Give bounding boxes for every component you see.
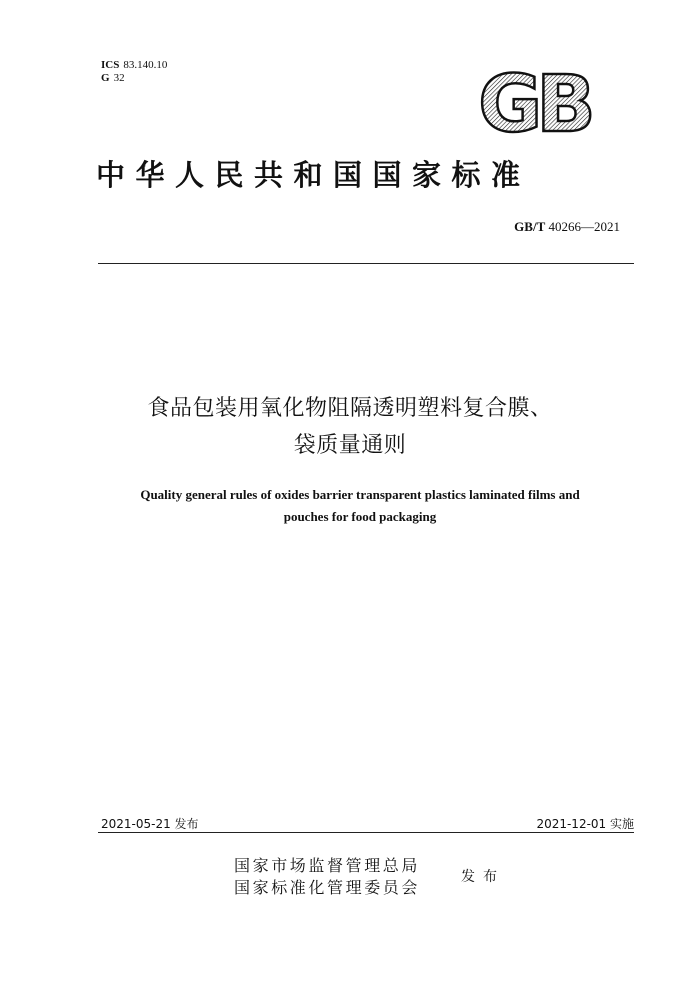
ccs-label: G <box>101 72 110 84</box>
chinese-title-line-1: 食品包装用氧化物阻隔透明塑料复合膜、 <box>147 396 553 421</box>
chinese-title-line-2: 袋质量通则 <box>293 433 407 458</box>
issue-date: 2021-05-21 发布 <box>101 817 199 831</box>
ics-code <box>101 59 167 72</box>
publisher-sac: 国家标准化管理委员会 <box>234 878 421 897</box>
standard-number <box>514 219 620 235</box>
standard-number-prefix: GB/T <box>514 219 546 234</box>
gb-logo <box>468 66 600 140</box>
english-title-line-1: Quality general rules of oxides barrier transparent plastics laminated films and <box>140 487 580 502</box>
publish-label: 发布 <box>461 869 505 885</box>
classification-codes <box>101 59 167 85</box>
gb-logo-text: GB <box>478 66 590 140</box>
top-divider <box>98 263 634 264</box>
implementation-date: 2021-12-01 实施 <box>536 817 634 831</box>
standard-number-value: 40266—2021 <box>548 219 620 234</box>
publishing-authorities <box>234 855 420 899</box>
bottom-divider <box>98 832 634 833</box>
ccs-number: 32 <box>113 72 125 84</box>
english-title-line-2: pouches for food packaging <box>283 509 437 524</box>
ics-number: 83.140.10 <box>123 59 168 71</box>
ics-label: ICS <box>101 59 120 71</box>
publisher-samr: 国家市场监督管理总局 <box>234 856 421 875</box>
ccs-code <box>101 72 167 85</box>
standard-category-title: 中华人民共和国国家标准 <box>96 158 531 192</box>
